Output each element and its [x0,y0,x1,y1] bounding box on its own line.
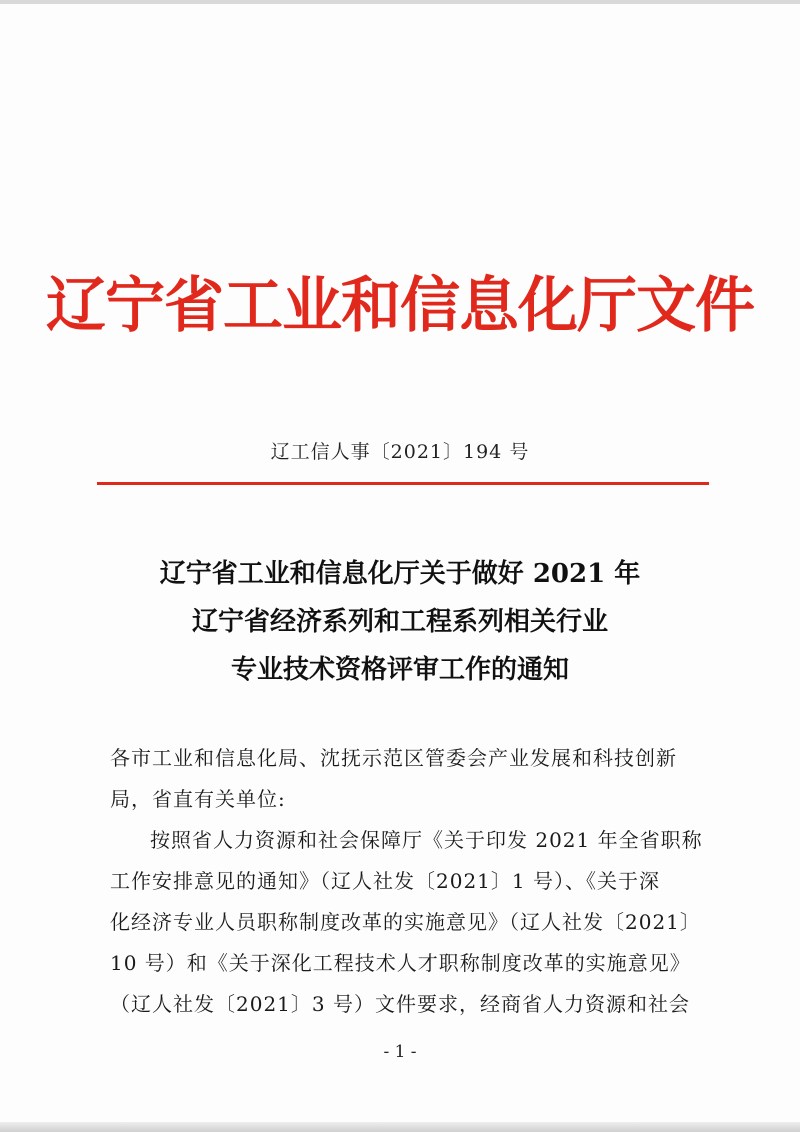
document-title [0,550,800,694]
document-issuer-header: 辽宁省工业和信息化厅文件 [46,271,754,341]
title-line: 辽宁省经济系列和工程系列相关行业 [191,607,608,637]
page-number: - 1 - [383,1042,417,1062]
title-line: 专业技术资格评审工作的通知 [230,655,569,685]
document-body [110,738,703,1025]
body-text-line: 10 号）和《关于深化工程技术人才职称制度改革的实施意见》 [110,951,691,975]
title-line: 辽宁省工业和信息化厅关于做好 2021 年 [159,559,641,589]
addressee-line: 各市工业和信息化局、沈抚示范区管委会产业发展和科技创新 [110,746,677,770]
scan-top-edge [0,0,800,4]
body-text-line: 按照省人力资源和社会保障厅《关于印发 2021 年全省职称 [150,828,703,852]
body-text-line: 化经济专业人员职称制度改革的实施意见》（辽人社发〔2021〕 [110,910,701,934]
addressee-line: 局，省直有关单位: [110,787,286,811]
document-number: 辽工信人事〔2021〕194 号 [270,441,530,463]
scan-bottom-edge [0,1122,800,1132]
body-text-line: 工作安排意见的通知》（辽人社发〔2021〕1 号）、《关于深 [110,869,660,893]
red-divider-line [97,482,709,485]
body-text-line: （辽人社发〔2021〕3 号）文件要求，经商省人力资源和社会 [110,992,690,1016]
